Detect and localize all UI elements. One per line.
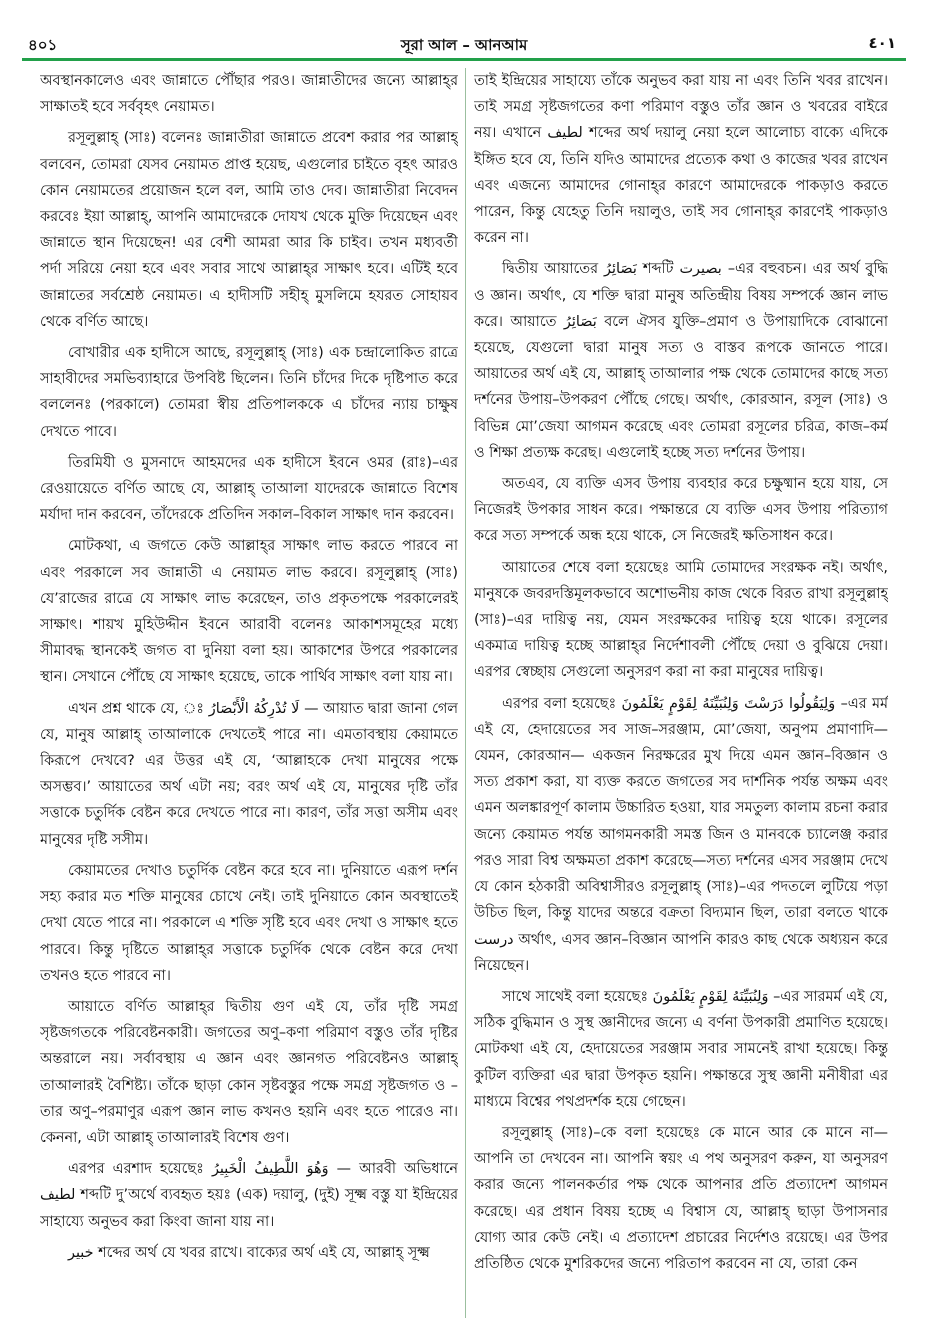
column-divider — [465, 68, 466, 1318]
right-paragraph: সাথে সাথেই বলা হয়েছেঃ وَلِنُبَيِّنَهُ لِقَوْمٍ يَعْلَمُونَ –এর সারমর্ম এই যে, সঠিক বুদ্ধিমান ও সুস্থ জ্ঞানীদের জন্যে এ বর্ণনা উপকারী প্রমাণিত হয়েছে। মোটকথা এই যে, হেদায়েতের সরঞ্জাম সবার সামনেই রাখা হয়েছে। কিন্তু কুটিল ব্যক্তিরা এর দ্বারা উপকৃত হয়নি। পক্ষান্তরে সুস্থ জ্ঞানী মনীষীরা এর মাধ্যমে বিশ্বের পথপ্রদর্শক হয়ে গেছেন। — [474, 988, 888, 1110]
page-header — [22, 30, 906, 58]
left-paragraph: তিরমিযী ও মুসনাদে আহমদের এক হাদীসে ইবনে ওমর (রাঃ)–এর রেওয়ায়েতে বর্ণিত আছে যে, আল্লাহ্ তাআলা যাদেরকে জান্নাতে বিশেষ মর্যাদা দান করবেন, তাঁদেরকে প্রতিদিন সকাল–বিকাল সাক্ষাৎ দান করবেন। — [40, 454, 458, 524]
left-paragraph: কেয়ামতের দেখাও চতুর্দিক বেষ্টন করে হবে না। দুনিয়াতে এরূপ দর্শন সহ্য করার মত শক্তি মানুষের চোখে নেই। তাই দুনিয়াতে কোন অবস্থাতেই দেখা যেতে পারে না। পরকালে এ শক্তি সৃষ্টি হবে এবং দেখা ও সাক্ষাৎ হতে পারবে। কিন্তু দৃষ্টিতে আল্লাহ্‌র সত্তাকে চতুর্দিক থেকে বেষ্টন করে দেখা তখনও হতে পারবে না। — [40, 862, 458, 984]
page-number-left: ৪০১ — [28, 36, 58, 54]
left-paragraph: অবস্থানকালেও এবং জান্নাতে পৌঁছার পরও। জান্নাতীদের জন্যে আল্লাহ্‌র সাক্ষাতই হবে সর্ববৃহৎ নেয়ামত। — [40, 73, 458, 116]
left-paragraph: এরপর এরশাদ হয়েছেঃ وَهُوَ اللَّطِيفُ الْخَبِيرُ — আরবী অভিধানে لطيف শব্দটি দু’অর্থে ব্যবহৃত হয়ঃ (এক) দয়ালু, (দুই) সূক্ষ্ম বস্তু যা ইন্দ্রিয়ের সাহায্যে অনুভব করা কিংবা জানা যায় না। — [40, 1161, 458, 1230]
left-paragraph: বোখারীর এক হাদীসে আছে, রসূলুল্লাহ্ (সাঃ) এক চন্দ্রালোকিত রাত্রে সাহাবীদের সমভিব্যাহারে উপবিষ্ট ছিলেন। তিনি চাঁদের দিকে দৃষ্টিপাত করে বললেনঃ (পরকালে) তোমরা স্বীয় প্রতিপালককে এ চাঁদের ন্যায় চাক্ষুষ দেখতে পাবে। — [40, 345, 458, 440]
left-paragraph: আয়াতে বর্ণিত আল্লাহ্‌র দ্বিতীয় গুণ এই যে, তাঁর দৃষ্টি সমগ্র সৃষ্টজগতকে পরিবেষ্টনকারী। জগতের অণু–কণা পরিমাণ বস্তুও তাঁর দৃষ্টির অন্তরালে নয়। সর্বাবস্থায় এ জ্ঞান এবং জ্ঞানগত পরিবেষ্টনও আল্লাহ্ তাআলারই বৈশিষ্ট্য। তাঁকে ছাড়া কোন সৃষ্টবস্তুর পক্ষে সমগ্র সৃষ্টজগত ও –তার অণু–পরমাণুর এরূপ জ্ঞান লাভ কখনও হয়নি এবং হতে পারেও না। কেননা, এটা আল্লাহ্ তাআলারই বিশেষ গুণ। — [40, 998, 458, 1146]
right-paragraph: অতএব, যে ব্যক্তি এসব উপায় ব্যবহার করে চক্ষুষ্মান হয়ে যায়, সে নিজেরই উপকার সাধন করে। পক্ষান্তরে যে ব্যক্তি এসব উপায় পরিত্যাগ করে সত্য সম্পর্কে অন্ধ হয়ে থাকে, সে নিজেরই ক্ষতিসাধন করে। — [474, 476, 888, 545]
left-paragraph: রসূলুল্লাহ্ (সাঃ) বলেনঃ জান্নাতীরা জান্নাতে প্রবেশ করার পর আল্লাহ্ বলবেন, তোমরা যেসব নেয়ামত প্রাপ্ত হয়েছ, এগুলোর চাইতে বৃহৎ আরও কোন নেয়ামতের প্রয়োজন হলে বল, আমি তাও দেব। জান্নাতীরা নিবেদন করবেঃ ইয়া আল্লাহ্, আপনি আমাদেরকে দোযখ থেকে মুক্তি দিয়েছেন এবং জান্নাতে স্থান দিয়েছেন! এর বেশী আমরা আর কি চাইব। তখন মধ্যবর্তী পর্দা সরিয়ে নেয়া হবে এবং সবার সাথে আল্লাহ্‌র সাক্ষাৎ হবে। এটিই হবে জান্নাতের সর্বশ্রেষ্ঠ নেয়ামত। এ হাদীসটি সহীহ্ মুসলিমে হযরত সোহায়ব থেকে বর্ণিত আছে। — [40, 130, 458, 330]
right-paragraph: দ্বিতীয় আয়াতের بَصَائِرُ শব্দটি بصيرت –এর বহুবচন। এর অর্থ বুদ্ধি ও জ্ঞান। অর্থাৎ, যে শক্তি দ্বারা মানুষ অতিন্দ্রীয় বিষয় সম্পর্কে জ্ঞান লাভ করে। আয়াতে بَصَائِرُ বলে ঐসব যুক্তি–প্রমাণ ও উপায়াদিকে বোঝানো হয়েছে, যেগুলো দ্বারা মানুষ সত্য ও বাস্তব রূপকে জানতে পারে। আয়াতের অর্থ এই যে, আল্লাহ্ তাআলার পক্ষ থেকে তোমাদের কাছে সত্য দর্শনের উপায়–উপকরণ পৌঁছে গেছে। অর্থাৎ, কোরআন, রসূল (সাঃ) ও বিভিন্ন মো’জেযা আগমন করেছে এবং তোমরা রসূলের চরিত্র, কাজ–কর্ম ও শিক্ষা প্রত্যক্ষ করেছ। এগুলোই হচ্ছে সত্য দর্শনের উপায়। — [474, 261, 888, 461]
right-column — [474, 68, 888, 1318]
left-paragraph: মোটকথা, এ জগতে কেউ আল্লাহ্‌র সাক্ষাৎ লাভ করতে পারবে না এবং পরকালে সব জান্নাতী এ নেয়ামত লাভ করবে। রসূলুল্লাহ্ (সাঃ) যে’রাজের রাত্রে যে সাক্ষাৎ লাভ করেছেন, তাও প্রকৃতপক্ষে পরকালেরই সাক্ষাৎ। শায়খ মুহিউদ্দীন ইবনে আরাবী বলেনঃ আকাশসমূহের মধ্যে সীমাবদ্ধ স্থানকেই জগত বা দুনিয়া বলা হয়। আকাশের উপরে পরকালের স্থান। সেখানে পৌঁছে যে সাক্ষাৎ হয়েছে, তাকে পার্থিব সাক্ষাৎ বলা যায় না। — [40, 538, 458, 686]
left-paragraph: এখন প্রশ্ন থাকে যে, ঃ لَا تُدْرِكُهُ الْأَبْصَارُ — আয়াত দ্বারা জানা গেল যে, মানুষ আল্লাহ্ তাআলাকে দেখতেই পারে না। এমতাবস্থায় কেয়ামতে কিরূপে দেখবে? এর উত্তর এই যে, ‘আল্লাহকে দেখা মানুষের পক্ষে অসম্ভব।’ আয়াতের অর্থ এটা নয়; বরং অর্থ এই যে, মানুষের দৃষ্টি তাঁর সত্তাকে চতুর্দিক বেষ্টন করে দেখতে পারে না। কারণ, তাঁর সত্তা অসীম এবং মানুষের দৃষ্টি সসীম। — [40, 700, 458, 848]
header-rule — [22, 58, 906, 61]
right-paragraph: তাই ইন্দ্রিয়ের সাহায্যে তাঁকে অনুভব করা যায় না এবং তিনি খবর রাখেন। তাই সমগ্র সৃষ্টজগতের কণা পরিমাণ বস্তুও তাঁর জ্ঞান ও খবরের বাইরে নয়। এখানে لطيف শব্দের অর্থ দয়ালু নেয়া হলে আলোচ্য বাক্যে এদিকে ইঙ্গিত হবে যে, তিনি যদিও আমাদের প্রত্যেক কথা ও কাজের খবর রাখেন এবং এজন্যে আমাদের গোনাহ্‌র কারণে আমাদেরকে পাকড়াও করতে পারেন, কিন্তু যেহেতু তিনি দয়ালুও, তাই সব গোনাহ্‌র কারণেই পাকড়াও করেন না। — [474, 73, 888, 247]
right-paragraph: রসূলুল্লাহ্ (সাঃ)–কে বলা হয়েছেঃ কে মানে আর কে মানে না— আপনি তা দেখবেন না। আপনি স্বয়ং এ পথ অনুসরণ করুন, যা অনুসরণ করার জন্যে পালনকর্তার পক্ষ থেকে আপনার প্রতি প্রত্যাদেশ আগমন করেছে। এর প্রধান বিষয় হচ্ছে এ বিশ্বাস যে, আল্লাহ্ ছাড়া উপাসনার যোগ্য আর কেউ নেই। এ প্রত্যাদেশ প্রচারের নির্দেশও রয়েছে। এর উপর প্রতিষ্ঠিত থেকে মুশরিকদের জন্যে পরিতাপ করবেন না যে, তারা কেন — [474, 1124, 888, 1272]
left-paragraph: خبير শব্দের অর্থ যে খবর রাখে। বাক্যের অর্থ এই যে, আল্লাহ্ সূক্ষ্ম — [68, 1244, 430, 1261]
running-title: সূরা আল – আনআম — [400, 36, 528, 54]
right-paragraph: আয়াতের শেষে বলা হয়েছেঃ আমি তোমাদের সংরক্ষক নই। অর্থাৎ, মানুষকে জবরদস্তিমূলকভাবে অশোভনীয় কাজ থেকে বিরত রাখা রসূলুল্লাহ্ (সাঃ)–এর দায়িত্ব নয়, যেমন সংরক্ষকের দায়িত্ব হয়ে থাকে। রসূলের একমাত্র দায়িত্ব হচ্ছে আল্লাহ্‌র নির্দেশাবলী পৌঁছে দেয়া ও বুঝিয়ে দেয়া। এরপর স্বেচ্ছায় সেগুলো অনুসরণ করা না করা মানুষের দায়িত্ব। — [474, 559, 888, 681]
right-paragraph: এরপর বলা হয়েছেঃ وَلِيَقُولُوا دَرَسْتَ وَلِنُبَيِّنَهُ لِقَوْمٍ يَعْلَمُونَ –এর মর্ম এই যে, হেদায়েতের সব সাজ–সরঞ্জাম, মো’জেযা, অনুপম প্রমাণাদি— যেমন, কোরআন— একজন নিরক্ষরের মুখ দিয়ে এমন জ্ঞান–বিজ্ঞান ও সত্য প্রকাশ করা, যা ব্যক্ত করতে জগতের সব দার্শনিক পর্যন্ত অক্ষম এবং এমন অলঙ্কারপূর্ণ কালাম উচ্চারিত হওয়া, যার সমতুল্য কালাম রচনা করার জন্যে কেয়ামত পর্যন্ত আগমনকারী সমস্ত জিন ও মানবকে চ্যালেঞ্জ করার পরও সারা বিশ্ব অক্ষমতা প্রকাশ করেছে—সত্য দর্শনের এসব সরঞ্জাম দেখে যে কোন হঠকারী অবিশ্বাসীরও রসূলুল্লাহ্ (সাঃ)–এর পদতলে লুটিয়ে পড়া উচিত ছিল, কিন্তু যাদের অন্তরে বক্রতা বিদ্যমান ছিল, তারা বলতে থাকে درست অর্থাৎ, এসব জ্ঞান–বিজ্ঞান আপনি কারও কাছ থেকে অধ্যয়ন করে নিয়েছেন। — [474, 695, 888, 974]
page-number-right: ٤٠١ — [868, 34, 896, 52]
left-column — [40, 68, 458, 1318]
